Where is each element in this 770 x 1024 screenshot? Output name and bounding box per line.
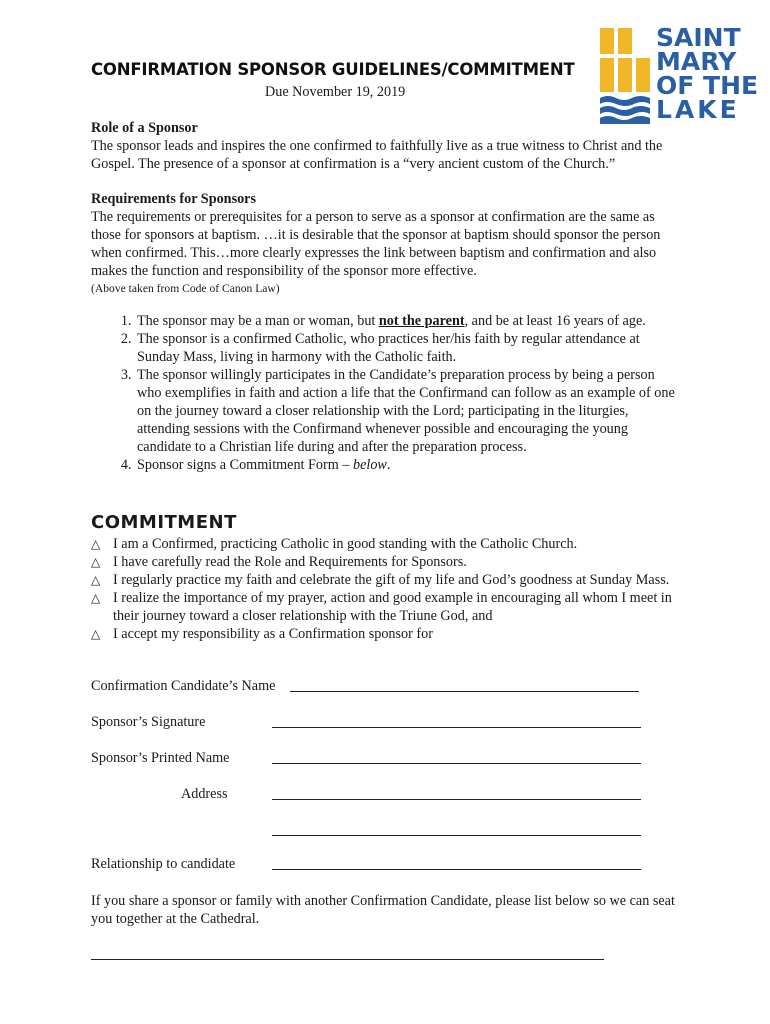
- commitment-text: I realize the importance of my prayer, action and good example in encouraging all whom I meet in their journey toward a closer relationship with the Triune God, and: [113, 590, 672, 624]
- address-label: Address: [181, 786, 228, 802]
- parish-logo: [598, 23, 766, 126]
- cross-lake-logo-icon: [598, 26, 654, 126]
- triangle-bullet-icon: △: [91, 537, 101, 551]
- logo-line: LAKE: [656, 95, 740, 124]
- rule-emphasis: below: [352, 457, 387, 473]
- rule-item: [135, 456, 681, 474]
- due-date: Due November 19, 2019: [265, 84, 406, 100]
- parish-name: [656, 23, 766, 124]
- signature-label: Sponsor’s Signature: [91, 714, 206, 730]
- commitment-text: I am a Confirmed, practicing Catholic in good standing with the Catholic Church.: [113, 536, 578, 552]
- printed-name-label: Sponsor’s Printed Name: [91, 750, 230, 766]
- triangle-bullet-icon: △: [91, 555, 101, 569]
- sponsor-rules: [91, 312, 681, 474]
- role-section: [91, 119, 681, 173]
- relationship-field[interactable]: [272, 869, 641, 870]
- commitment-item: [91, 625, 681, 643]
- logo-line: OF THE: [656, 71, 759, 100]
- rule-item: [135, 312, 681, 330]
- rule-emphasis: not the parent: [378, 313, 465, 329]
- commitment-heading: COMMITMENT: [91, 512, 237, 533]
- requirements-body: The requirements or prerequisites for a person to serve as a sponsor at confirmation are the same as those for sponsors at baptism. …it is desirable that the sponsor at baptism should sponsor the person when confirmed. This…more clearly expresses the link between baptism and confirmation and also makes the function and responsibility of the sponsor more effective.: [91, 209, 661, 279]
- rule-text: The sponsor may be a man or woman, but: [137, 313, 379, 329]
- commitment-text: I accept my responsibility as a Confirmation sponsor for: [113, 626, 433, 642]
- logo-line: MARY: [656, 47, 737, 76]
- rule-text: .: [386, 457, 391, 473]
- commitment-item: [91, 535, 681, 553]
- triangle-bullet-icon: △: [91, 591, 101, 605]
- signature-field[interactable]: [272, 727, 641, 728]
- rule-item: 2. The sponsor is a confirmed Catholic, who practices her/his faith by regular attendance at Sunday Mass, living in harmony with the Catholic faith.: [135, 330, 681, 366]
- commitment-item: [91, 553, 681, 571]
- commitment-item: [91, 571, 681, 589]
- shared-sponsor-field[interactable]: [91, 959, 604, 960]
- triangle-bullet-icon: △: [91, 627, 101, 641]
- logo-line: SAINT: [656, 23, 741, 52]
- triangle-bullet-icon: △: [91, 573, 101, 587]
- candidate-name-field[interactable]: [290, 691, 639, 692]
- commitment-text: I regularly practice my faith and celebrate the gift of my life and God’s goodness at Sunday Mass.: [113, 572, 670, 588]
- address-field-line1[interactable]: [272, 799, 641, 800]
- role-body: The sponsor leads and inspires the one confirmed to faithfully live as a true witness to Christ and the Gospel. The presence of a sponsor at confirmation is a “very ancient custom of the Church.”: [91, 138, 663, 172]
- role-heading: Role of a Sponsor: [91, 120, 198, 136]
- rule-text: , and be at least 16 years of age.: [464, 313, 646, 329]
- address-field-line2[interactable]: [272, 835, 641, 836]
- shared-sponsor-note: If you share a sponsor or family with another Confirmation Candidate, please list below so we can seat you together at the Cathedral.: [91, 893, 675, 927]
- rule-text: Sponsor signs a Commitment Form –: [137, 457, 353, 473]
- relationship-label: Relationship to candidate: [91, 856, 236, 872]
- commitment-item: [91, 589, 681, 625]
- commitment-text: I have carefully read the Role and Requirements for Sponsors.: [113, 554, 467, 570]
- requirements-section: [91, 190, 681, 298]
- commitment-list: [91, 535, 681, 643]
- rule-item: 3. The sponsor willingly participates in the Candidate’s preparation process by being a person who exemplifies in faith and action a life that the Confirmand can follow as an example of one on the journey toward a closer relationship with the Lord; participating in the liturgies, attending sessions with the Confirmand whenever possible and encouraging the young candidate to a Christian life during and after the preparation process.: [135, 366, 681, 456]
- printed-name-field[interactable]: [272, 763, 641, 764]
- candidate-name-label: Confirmation Candidate’s Name: [91, 678, 276, 694]
- requirements-note: (Above taken from Code of Canon Law): [91, 282, 280, 295]
- page-title: CONFIRMATION SPONSOR GUIDELINES/COMMITMENT: [91, 60, 575, 79]
- requirements-heading: Requirements for Sponsors: [91, 191, 257, 207]
